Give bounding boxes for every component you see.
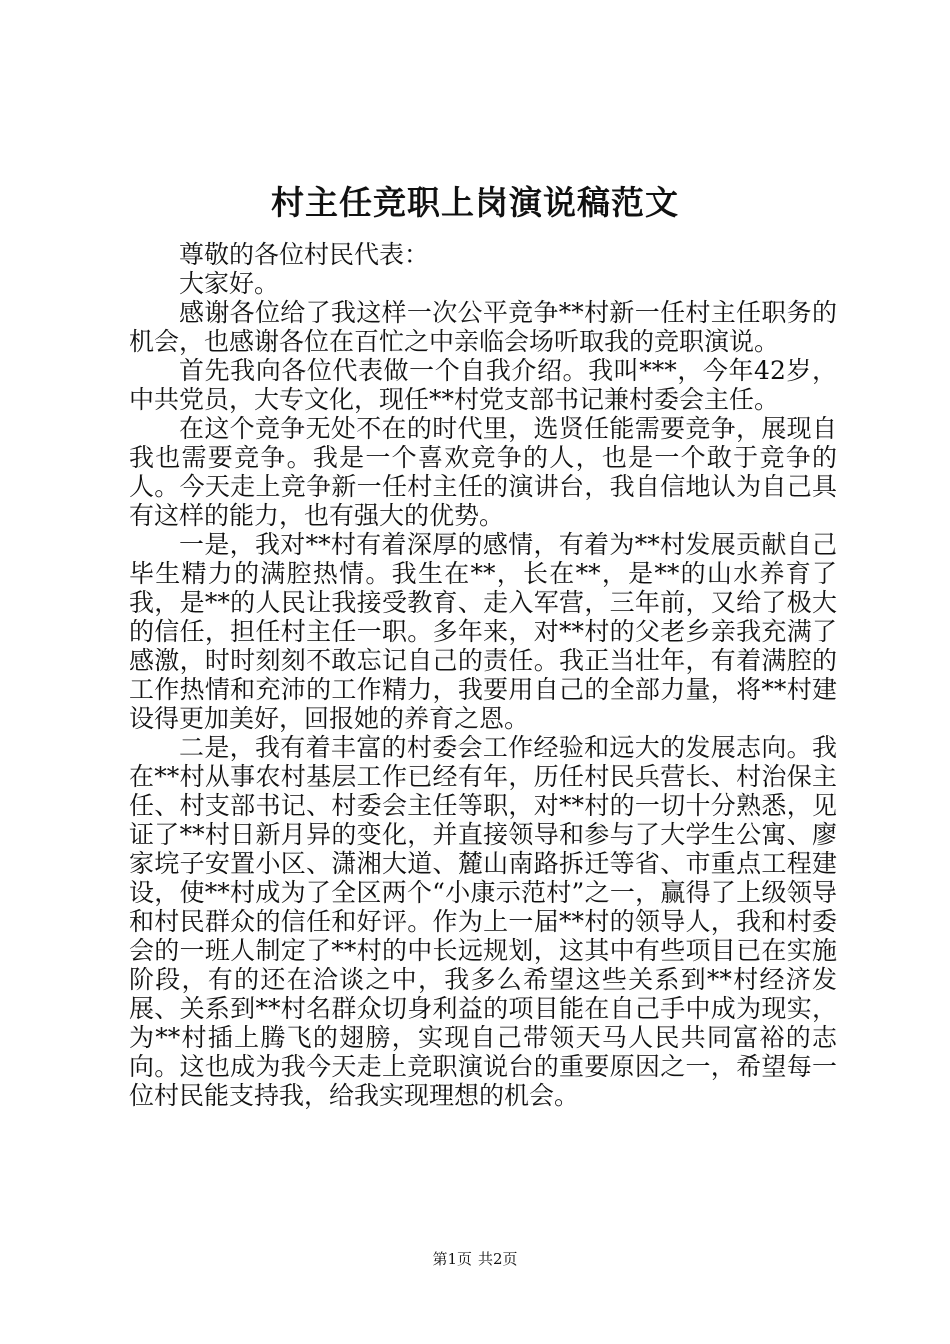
salutation-paragraph: 尊敬的各位村民代表： bbox=[179, 240, 430, 269]
greeting-paragraph: 大家好。 bbox=[179, 269, 280, 298]
document-body bbox=[129, 240, 837, 1110]
first-reason-paragraph: 一是，我对**村有着深厚的感情，有着为**村发展贡献自己毕生精力的满腔热情。我生在**，长在**，是**的山水养育了我，是**的人民让我接受教育、走入军营，三年前，又给了极大的信任，担任村主任一职。多年来，对**村的父老乡亲我充满了感激，时时刻刻不敢忘记自己的责任。我正当壮年，有着满腔的工作热情和充沛的工作精力，我要用自己的全部力量，将**村建设得更加美好，回报她的养育之恩。 bbox=[129, 530, 837, 733]
document-title: 村主任竞职上岗演说稿范文 bbox=[271, 183, 679, 222]
competition-paragraph: 在这个竞争无处不在的时代里，选贤任能需要竞争，展现自我也需要竞争。我是一个喜欢竞争的人，也是一个敢于竞争的人。今天走上竞争新一任村主任的演讲台，我自信地认为自己具有这样的能力，也有强大的优势。 bbox=[129, 414, 837, 530]
page-total: 共2页 bbox=[478, 1250, 518, 1268]
second-reason-paragraph: 二是，我有着丰富的村委会工作经验和远大的发展志向。我在**村从事农村基层工作已经有年，历任村民兵营长、村治保主任、村支部书记、村委会主任等职，对**村的一切十分熟悉，见证了**村日新月异的变化，并直接领导和参与了大学生公寓、廖家垸子安置小区、潇湘大道、麓山南路拆迁等省、市重点工程建设，使**村成为了全区两个“小康示范村”之一，赢得了上级领导和村民群众的信任和好评。作为上一届**村的领导人，我和村委会的一班人制定了**村的中长远规划，这其中有些项目已在实施阶段，有的还在洽谈之中，我多么希望这些关系到**村经济发展、关系到**村名群众切身利益的项目能在自己手中成为现实，为**村插上腾飞的翅膀，实现自己带领天马人民共同富裕的志向。这也成为我今天走上竞职演说台的重要原因之一，希望每一位村民能支持我，给我实现理想的机会。 bbox=[129, 733, 837, 1110]
thanks-paragraph: 感谢各位给了我这样一次公平竞争**村新一任村主任职务的机会，也感谢各位在百忙之中亲临会场听取我的竞职演说。 bbox=[129, 298, 837, 356]
page-footer bbox=[0, 1249, 950, 1269]
page-number: 第1页 bbox=[432, 1250, 472, 1268]
self-introduction-paragraph: 首先我向各位代表做一个自我介绍。我叫***，今年42岁，中共党员，大专文化，现任**村党支部书记兼村委会主任。 bbox=[129, 356, 837, 414]
